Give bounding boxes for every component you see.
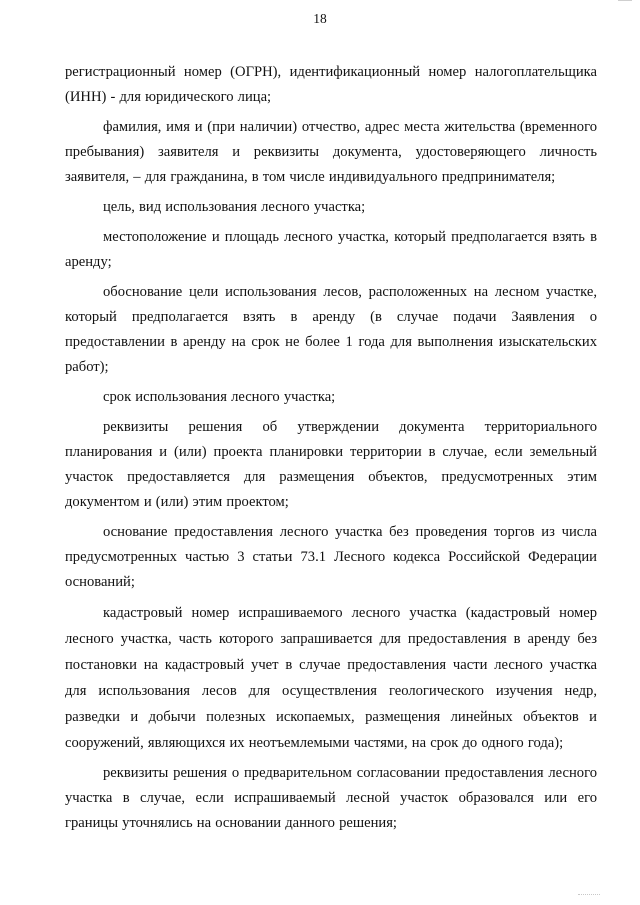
paragraph-purpose: цель, вид использования лесного участка; [103,199,366,215]
paragraph-applicant-name: фамилия, имя и (при наличии) отчество, адрес места жительства (временного пребывания) заявителя и реквизиты документа, удостоверяющего личность заявителя, – для гражданина, в том числе индивидуального предпринимателя; [65,119,597,185]
paragraph-term: срок использования лесного участка; [103,389,336,405]
scan-corner-mark [618,0,632,3]
paragraph-grounds: основание предоставления лесного участка без проведения торгов из числа предусмотренных частью 3 статьи 73.1 Лесного кодекса Российской Федерации оснований; [65,524,597,590]
paragraph-justification: обоснование цели использования лесов, расположенных на лесном участке, который предполагается взять в аренду (в случае подачи Заявления о предоставлении в аренду на срок не более 1 года для выполнения изыскательских работ); [65,284,597,375]
scan-bottom-mark [578,894,600,897]
page-number: 18 [313,11,327,26]
paragraph-ogrn-inn: регистрационный номер (ОГРН), идентификационный номер налогоплательщика (ИНН) - для юридического лица; [65,64,597,105]
paragraph-location-area: местоположение и площадь лесного участка, который предполагается взять в аренду; [65,229,597,270]
paragraph-preliminary-approval: реквизиты решения о предварительном согласовании предоставления лесного участка в случае, если испрашиваемый лесной участок образовался или его границы уточнялись на основании данного решения; [65,765,597,831]
paragraph-cadastral-number: кадастровый номер испрашиваемого лесного участка (кадастровый номер лесного участка, часть которого запрашивается для предоставления в аренду без постановки на кадастровый учет в случае предоставления части лесного участка для использования лесов для осуществления геологического изучения недр, разведки и добычи полезных ископаемых, размещения линейных объектов и сооружений, являющихся их неотъемлемыми частями, на срок до одного года); [65,605,597,751]
document-body [65,60,597,841]
paragraph-planning-decision: реквизиты решения об утверждении документа территориального планирования и (или) проекта планировки территории в случае, если земельный участок предоставляется для размещения объектов, предусмотренных этим документом и (или) этим проектом; [65,419,597,510]
